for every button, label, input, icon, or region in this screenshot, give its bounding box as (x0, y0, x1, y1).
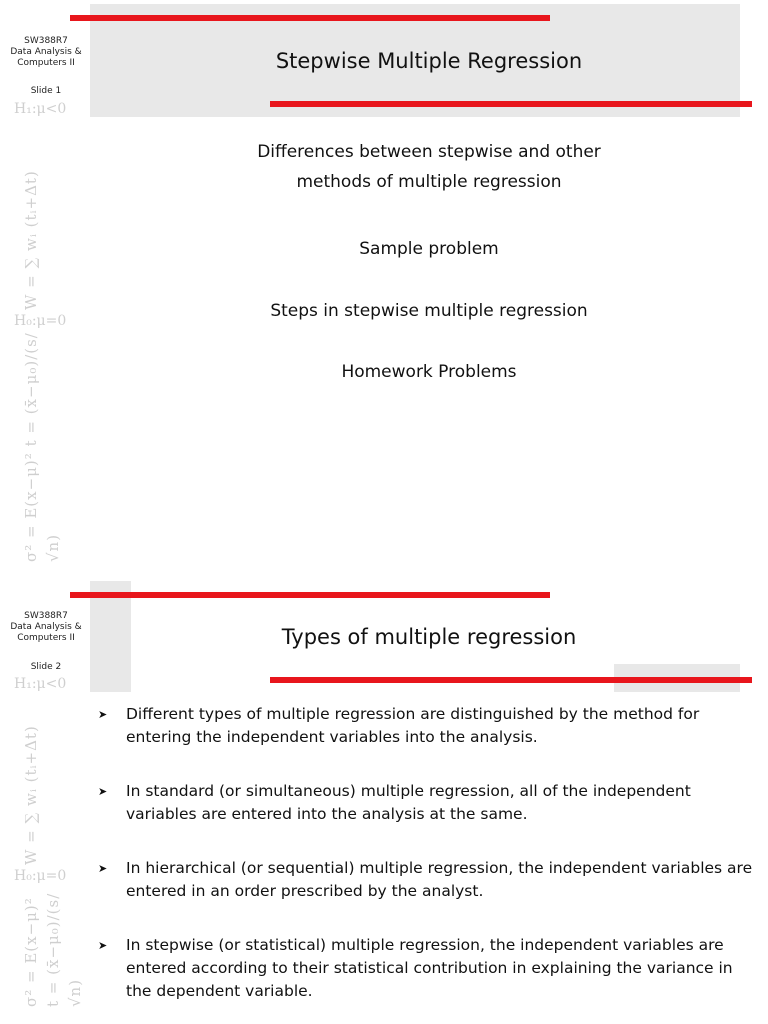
slide-number: Slide 2 (30, 662, 62, 672)
formula-h1: H₁:μ<0 (14, 101, 67, 117)
red-rule-bottom (270, 677, 752, 683)
slide-2 (0, 575, 768, 1024)
formula-h0: H₀:μ=0 (14, 868, 67, 884)
bullet-arrow-icon: ➤ (98, 708, 108, 721)
formula-col-a: W = ∑ wᵢ (tᵢ+Δt) (22, 170, 40, 310)
course-code: SW388R7 (24, 611, 68, 621)
bullet-arrow-icon: ➤ (98, 785, 108, 798)
course-name-line-2: Computers II (17, 58, 75, 68)
red-rule-top (70, 15, 550, 21)
agenda-item-1-line-1: Differences between stepwise and other (257, 142, 601, 162)
agenda-item-2: Sample problem (359, 239, 499, 259)
bullet-arrow-icon: ➤ (98, 939, 108, 952)
agenda-item-4: Homework Problems (341, 362, 517, 382)
bullet-text: In standard (or simultaneous) multiple regression, all of the independent variables are entered into the analysis at the same. (126, 782, 691, 823)
formula-h0: H₀:μ=0 (14, 313, 67, 329)
slide-title: Types of multiple regression (281, 625, 577, 649)
bullet-list (96, 703, 756, 1003)
bullet-text: Different types of multiple regression are distinguished by the method for entering the independent variables into the analysis. (126, 705, 700, 746)
bullet-item (96, 780, 756, 826)
red-rule-bottom (270, 101, 752, 107)
formula-col-a: W = ∑ wᵢ (tᵢ+Δt) (22, 725, 40, 865)
bullet-text: In stepwise (or statistical) multiple regression, the independent variables are entered according to their statistical contribution in explaining the variance in the dependent variable. (126, 936, 733, 1000)
formula-watermark (14, 673, 84, 1023)
course-name-line-1: Data Analysis & (10, 47, 82, 57)
course-name-line-1: Data Analysis & (10, 622, 82, 632)
bullet-text: In hierarchical (or sequential) multiple regression, the independent variables are entered in an order prescribed by the analyst. (126, 859, 753, 900)
formula-h1: H₁:μ<0 (14, 676, 67, 692)
agenda-item-3: Steps in stepwise multiple regression (270, 301, 588, 321)
bullet-item (96, 857, 756, 903)
formula-col-b: σ² = E(x−μ)² t = (x̄−μ₀)/(s/√n) (22, 892, 84, 1007)
bullet-item (96, 703, 756, 749)
formula-watermark (14, 98, 67, 568)
bullet-arrow-icon: ➤ (98, 862, 108, 875)
formula-col-b: σ² = E(x−μ)² t = (x̄−μ₀)/(s/√n) (22, 332, 62, 562)
course-code: SW388R7 (24, 36, 68, 46)
slide-number: Slide 1 (30, 86, 62, 96)
slide-title: Stepwise Multiple Regression (275, 49, 583, 73)
agenda-item-1-line-2: methods of multiple regression (296, 172, 562, 192)
course-name-line-2: Computers II (17, 633, 75, 643)
bullet-item (96, 934, 756, 1003)
red-rule-top (70, 592, 550, 598)
